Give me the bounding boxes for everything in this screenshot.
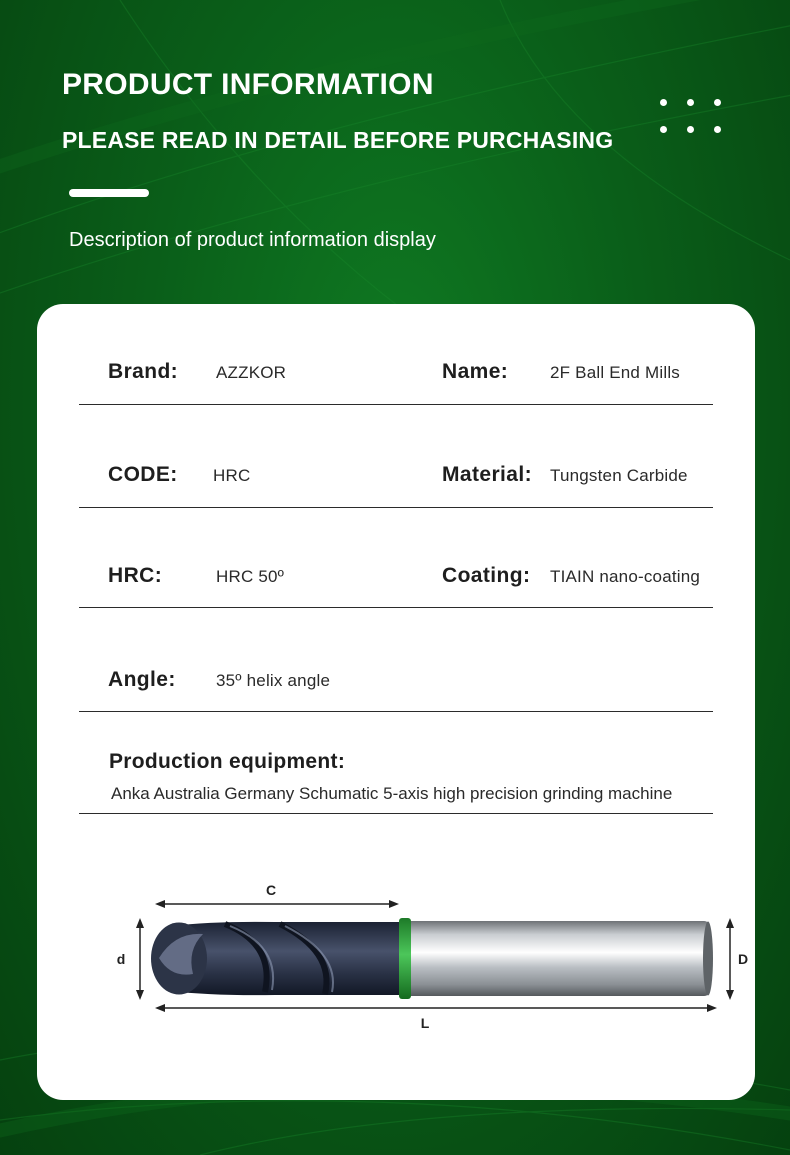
production-value: Anka Australia Germany Schumatic 5-axis high precision grinding machine (111, 784, 673, 803)
name-label: Name: (442, 360, 509, 383)
material-label: Material: (442, 463, 532, 486)
code-label: CODE: (108, 463, 178, 486)
material-value: Tungsten Carbide (550, 466, 688, 485)
angle-value: 35º helix angle (216, 671, 331, 690)
spec-row-angle (79, 610, 713, 712)
dimension-l-label: L (420, 1015, 430, 1031)
brand-value: AZZKOR (216, 363, 287, 382)
hrc-label: HRC: (108, 564, 163, 587)
decorative-dots-icon (660, 99, 724, 139)
code-value: HRC (213, 466, 251, 485)
info-card (37, 304, 755, 1100)
end-mill-diagram (75, 874, 749, 1031)
divider-bar (69, 189, 149, 197)
coating-value: TIAIN nano-coating (550, 567, 701, 586)
dimension-big-d (726, 918, 734, 1000)
spec-row-code (79, 407, 713, 508)
dimension-c (155, 882, 399, 908)
hrc-value: HRC 50º (216, 567, 285, 586)
dimension-l (155, 1004, 717, 1031)
color-band (399, 918, 411, 999)
page-subtitle: PLEASE READ IN DETAIL BEFORE PURCHASING (62, 127, 614, 153)
spec-row-hrc (79, 510, 713, 608)
angle-label: Angle: (108, 668, 176, 691)
shank-body (405, 921, 710, 996)
production-label: Production equipment: (109, 750, 346, 773)
section-description: Description of product information display (69, 229, 436, 251)
dimension-c-label: C (265, 882, 277, 898)
page-title: PRODUCT INFORMATION (62, 68, 434, 101)
dimension-d-label: d (116, 951, 126, 967)
name-value: 2F Ball End Mills (550, 363, 680, 382)
dimension-big-d-label: D (737, 951, 749, 967)
dimension-d (117, 918, 144, 1000)
brand-label: Brand: (108, 360, 179, 383)
coating-label: Coating: (442, 564, 531, 587)
spec-row-brand (79, 304, 713, 405)
